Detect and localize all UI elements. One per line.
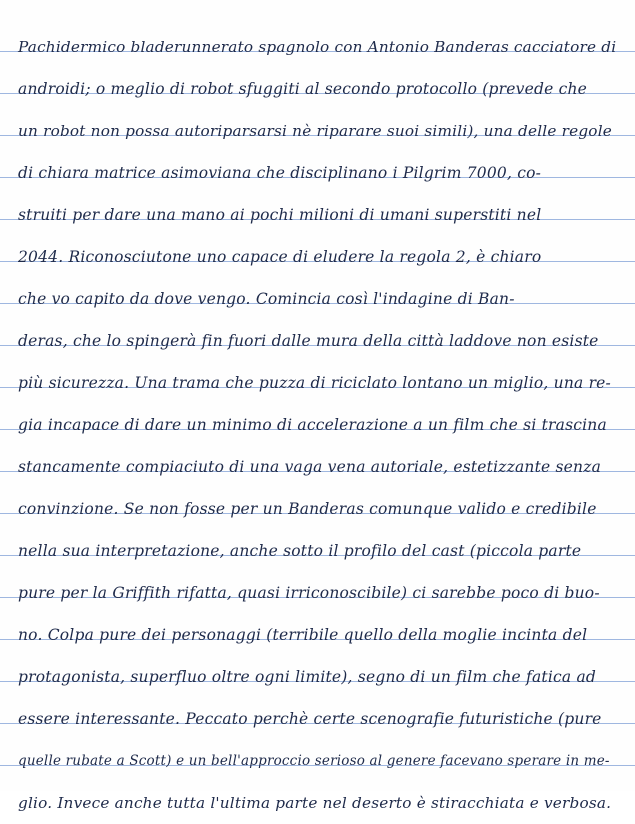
handwritten-line: nella sua interpretazione, anche sotto il profilo del cast (piccola parte bbox=[18, 542, 582, 560]
handwritten-line: glio. Invece anche tutta l'ultima parte nel deserto è stiracchiata e verbosa. bbox=[18, 794, 612, 812]
handwritten-line: essere interessante. Peccato perchè certe scenografie futuristiche (pure bbox=[18, 710, 602, 728]
handwritten-line: convinzione. Se non fosse per un Banderas comunque valido e credibile bbox=[18, 500, 597, 518]
handwritten-line: 2044. Riconosciutone uno capace di eludere la regola 2, è chiaro bbox=[18, 248, 542, 266]
handwritten-line: più sicurezza. Una trama che puzza di riciclato lontano un miglio, una re- bbox=[18, 374, 611, 392]
handwritten-line: androidi; o meglio di robot sfuggiti al secondo protocollo (prevede che bbox=[18, 80, 588, 98]
handwritten-line: pure per la Griffith rifatta, quasi irriconoscibile) ci sarebbe poco di buo- bbox=[18, 584, 600, 602]
handwritten-line: no. Colpa pure dei personaggi (terribile quello della moglie incinta del bbox=[18, 626, 588, 644]
handwritten-line: deras, che lo spingerà fin fuori dalle mura della città laddove non esiste bbox=[18, 332, 599, 350]
handwritten-line: struiti per dare una mano ai pochi milioni di umani superstiti nel bbox=[18, 206, 542, 224]
handwritten-line: di chiara matrice asimoviana che disciplinano i Pilgrim 7000, co- bbox=[18, 164, 542, 182]
handwritten-line: che vo capito da dove vengo. Comincia così l'indagine di Ban- bbox=[18, 290, 515, 308]
handwritten-line: gia incapace di dare un minimo di accelerazione a un film che si trascina bbox=[18, 416, 607, 434]
handwritten-text-block bbox=[18, 26, 618, 824]
handwritten-line: quelle rubate a Scott) e un bell'approccio serioso al genere facevano sperare in me- bbox=[18, 753, 610, 769]
handwritten-line: protagonista, superfluo oltre ogni limite), segno di un film che fatica ad bbox=[18, 668, 597, 686]
handwritten-line: un robot non possa autoriparsarsi nè riparare suoi simili), una delle regole bbox=[18, 122, 612, 140]
handwritten-line: Pachidermico bladerunnerato spagnolo con Antonio Banderas cacciatore di bbox=[18, 38, 617, 56]
handwritten-line: stancamente compiaciuto di una vaga vena autoriale, estetizzante senza bbox=[18, 458, 602, 476]
